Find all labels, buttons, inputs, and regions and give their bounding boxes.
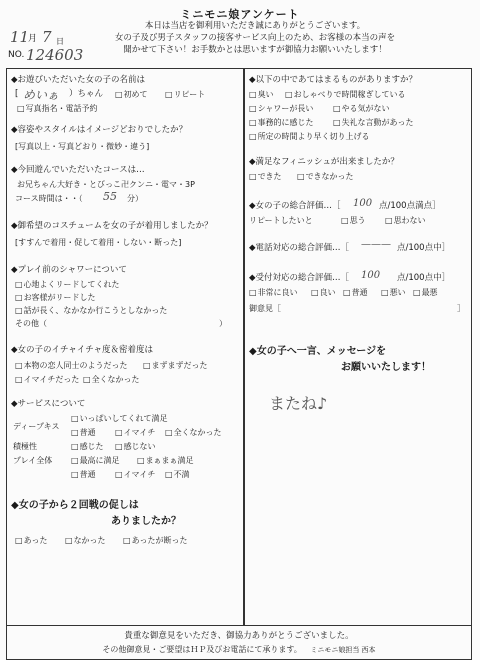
q1-first-checkbox[interactable]: □ 初めて	[115, 89, 148, 100]
q4-title: ◆御希望のコスチュームを女の子が着用しましたか？	[11, 221, 213, 231]
q3-courses[interactable]: お兄ちゃん大好き・とびっこ卍クンニ・電マ・3P	[17, 180, 195, 189]
q8-opt1[interactable]: □ あった	[15, 535, 47, 546]
q7-dk-opt3[interactable]: □ イマイチ	[115, 427, 155, 438]
q13-title: ◆受付対応の総合評価…［	[249, 273, 350, 283]
q11-unit: 点/100点満点］	[379, 201, 441, 211]
q7-sk-opt2[interactable]: □ 感じない	[115, 441, 156, 452]
q1-chan: ）ちゃん	[69, 89, 104, 99]
no-label: NO.	[8, 50, 25, 60]
q6-title: ◆女の子のイチャイチャ度＆密着度は	[11, 345, 154, 355]
q7-pz-opt1[interactable]: □ 最高に満足	[71, 455, 120, 466]
q13-opt3[interactable]: □ 普通	[343, 287, 368, 298]
footer-line-2: その他御意見・ご要望はＨＰ及びお電話にて承ります。	[102, 645, 302, 654]
q3-time-label: コース時間は・・（	[15, 194, 83, 203]
q1-title: ◆お遊びいただいた女の子の名前は	[11, 75, 146, 85]
intro-line-1: 本日は当店を御利用いただき誠にありがとうございます。	[144, 21, 366, 31]
q5-opt1[interactable]: □ 心地よくリードしてくれた	[15, 279, 120, 290]
q5-other[interactable]: その他（	[15, 319, 47, 328]
hand-rating-phone: ———	[361, 239, 391, 250]
intro-line-3: 聞かせて下さい！お手数かとは思いますが御協力お願いいたします！	[123, 45, 387, 55]
q7-pz-opt3[interactable]: □ 普通	[71, 469, 96, 480]
day-kanji: 日	[56, 37, 64, 46]
hand-message: またね♪	[269, 394, 328, 413]
q11-repeat-label: リピートしたいと	[249, 216, 313, 225]
q4-options[interactable]: [すすんで着用・促して着用・しない・断った]	[15, 238, 182, 247]
q3-min: 分）	[127, 194, 143, 203]
q7-title: ◆サービスについて	[11, 399, 86, 409]
q5-other-close: ）	[219, 319, 227, 328]
q7-dk-opt2[interactable]: □ 普通	[71, 427, 96, 438]
q13-unit: 点/100点中］	[397, 273, 451, 283]
q7-pz-label: プレイ全体	[13, 456, 53, 465]
q6-opt3[interactable]: □ イマイチだった	[15, 374, 79, 385]
q5-opt3[interactable]: □ 話が長く、なかなか行こうとしなかった	[15, 305, 167, 316]
q9-title: ◆以下の中であてはまるものがありますか？	[249, 75, 418, 85]
q11-title: ◆女の子の総合評価…［	[249, 201, 341, 211]
hand-girl-name: めいぁ	[23, 88, 60, 102]
q7-pz-opt2[interactable]: □ まぁまぁ満足	[137, 455, 194, 466]
intro-line-2: 女の子及び男子スタッフの接客サービス向上のため、お客様の本当の声を	[114, 33, 396, 43]
q6-opt4[interactable]: □ 全くなかった	[83, 374, 140, 385]
q7-dk-opt1[interactable]: □ いっぱいしてくれて満足	[71, 413, 168, 424]
month-kanji: 月	[28, 34, 38, 44]
q8-title-2: ありましたか？	[111, 516, 181, 527]
q14-title-2: お願いいたします！	[341, 362, 431, 373]
q8-opt3[interactable]: □ あったが断った	[123, 535, 187, 546]
q13-opt5[interactable]: □ 最悪	[413, 287, 438, 298]
q9-opt7[interactable]: □ 所定の時間より早く切り上げる	[249, 131, 370, 142]
q7-dk-opt4[interactable]: □ 全くなかった	[165, 427, 222, 438]
q5-opt2[interactable]: □ お客様がリードした	[15, 292, 96, 303]
q3-title: ◆今回遊んでいただいたコースは…	[11, 165, 145, 175]
column-divider	[243, 69, 245, 625]
q8-title-1: ◆女の子から２回戦の促しは	[11, 500, 139, 511]
q10-opt2[interactable]: □ できなかった	[297, 171, 354, 182]
q2-title: ◆容姿やスタイルはイメージどおりでしたか？	[11, 125, 188, 135]
q9-opt6[interactable]: □ 失礼な言動があった	[333, 117, 413, 128]
q7-sk-label: 積極性	[13, 442, 37, 451]
q7-sk-opt1[interactable]: □ 感じた	[71, 441, 104, 452]
footer	[6, 626, 472, 660]
page-title: ミニモニ娘アンケート	[180, 8, 300, 21]
hand-month: 11	[10, 28, 30, 46]
q2-options[interactable]: [写真以上・写真どおり・微妙・違う]	[15, 142, 150, 151]
q9-opt3[interactable]: □ シャワーが長い	[249, 103, 313, 114]
q7-pz-opt4[interactable]: □ イマイチ	[115, 469, 155, 480]
q9-opt5[interactable]: □ 事務的に感じた	[249, 117, 314, 128]
q7-pz-opt5[interactable]: □ 不満	[165, 469, 190, 480]
q9-opt1[interactable]: □ 臭い	[249, 89, 274, 100]
q10-title: ◆満足なフィニッシュが出来ましたか？	[249, 157, 399, 167]
q1-bracket: [	[15, 89, 19, 99]
q1-photo-checkbox[interactable]: □ 写真指名・電話予約	[17, 103, 98, 114]
q10-opt1[interactable]: □ できた	[249, 171, 282, 182]
hand-rating-reception: 100	[361, 270, 381, 281]
q6-opt1[interactable]: □ 本物の恋人同士のようだった	[15, 360, 128, 371]
q13-opt1[interactable]: □ 非常に良い	[249, 287, 298, 298]
q13-opinion-label[interactable]: 御意見［	[249, 304, 281, 313]
q1-repeat-checkbox[interactable]: □ リピート	[165, 89, 205, 100]
q5-title: ◆プレイ前のシャワーについて	[11, 265, 127, 275]
survey-frame	[6, 68, 472, 626]
q9-opt4[interactable]: □ やる気がない	[333, 103, 390, 114]
q7-dk-label: ディープキス	[13, 422, 60, 431]
q11-no[interactable]: □ 思わない	[385, 215, 426, 226]
hand-day: 7	[42, 28, 52, 46]
q8-opt2[interactable]: □ なかった	[65, 535, 106, 546]
q9-opt2[interactable]: □ おしゃべりで時間稼ぎしている	[285, 89, 406, 100]
footer-sign: ミニモニ娘担当 西本	[310, 646, 376, 654]
footer-line-1: 貴重な御意見をいただき、御協力ありがとうございました。	[124, 631, 354, 641]
q6-opt2[interactable]: □ まずまずだった	[143, 360, 208, 371]
hand-course-time: 55	[103, 190, 117, 203]
q13-opt4[interactable]: □ 悪い	[381, 287, 406, 298]
q12-unit: 点/100点中］	[397, 243, 451, 253]
q14-title-1: ◆女の子へ一言、メッセージを	[249, 346, 387, 357]
q11-yes[interactable]: □ 思う	[341, 215, 366, 226]
q13-opt2[interactable]: □ 良い	[311, 287, 336, 298]
hand-rating-main: 100	[353, 198, 373, 209]
footer-line-2-wrap	[7, 643, 471, 657]
q13-opinion-close: ］	[457, 304, 465, 313]
q12-title: ◆電話対応の総合評価…［	[249, 243, 350, 253]
hand-number: 124603	[26, 46, 84, 64]
